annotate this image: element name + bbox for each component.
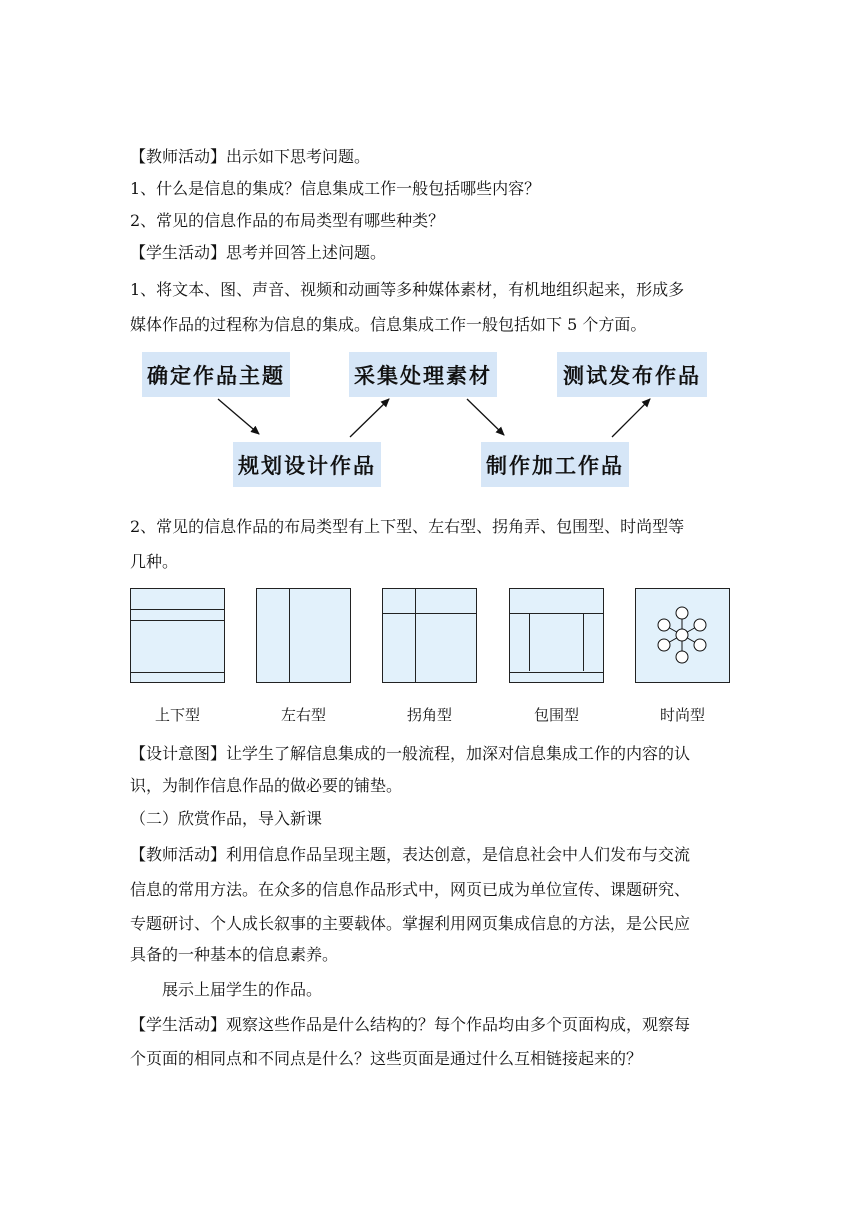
paragraph-line: 个页面的相同点和不同点是什么？这些页面是通过什么互相链接起来的？	[130, 1049, 643, 1068]
flow-step-4: 制作加工作品	[481, 442, 629, 487]
layout-surround-diagram	[509, 588, 604, 683]
paragraph-line: 2、常见的信息作品的布局类型有上下型、左右型、拐角弄、包围型、时尚型等	[130, 517, 685, 536]
paragraph-line: 【学生活动】观察这些作品是什么结构的？每个作品均由多个页面构成，观察每	[130, 1015, 691, 1034]
flow-arrow	[218, 399, 259, 434]
layout-fashion-diagram	[635, 588, 730, 683]
flow-arrow	[612, 399, 650, 437]
flow-arrows	[0, 0, 860, 520]
layout-caption: 时尚型	[659, 706, 705, 724]
layout-caption: 左右型	[280, 706, 326, 724]
flow-arrow	[350, 399, 389, 437]
paragraph-line: 几种。	[130, 552, 179, 571]
layout-caption: 拐角型	[406, 706, 452, 724]
paragraph-line: 1、什么是信息的集成？信息集成工作一般包括哪些内容？	[130, 179, 541, 198]
paragraph-line: 【学生活动】思考并回答上述问题。	[130, 243, 387, 262]
paragraph-line: 专题研讨、个人成长叙事的主要载体。掌握利用网页集成信息的方法，是公民应	[130, 914, 691, 933]
paragraph-line: 【设计意图】让学生了解信息集成的一般流程，加深对信息集成工作的内容的认	[130, 744, 691, 763]
section-heading: （二）欣赏作品，导入新课	[130, 809, 323, 828]
paragraph-line: 信息的常用方法。在众多的信息作品形式中，网页已成为单位宣传、课题研究、	[130, 880, 691, 899]
flow-arrow	[467, 399, 504, 435]
paragraph-line: 媒体作品的过程称为信息的集成。信息集成工作一般包括如下 5 个方面。	[130, 315, 647, 334]
layout-caption: 上下型	[154, 706, 200, 724]
paragraph-line: 【教师活动】出示如下思考问题。	[130, 147, 371, 166]
paragraph-line: 识，为制作信息作品的做必要的铺垫。	[130, 776, 403, 795]
flow-step-5: 测试发布作品	[557, 352, 707, 397]
layout-left-right-diagram	[256, 588, 351, 683]
layout-top-bottom-diagram	[130, 588, 225, 683]
paragraph-line: 具备的一种基本的信息素养。	[130, 945, 339, 964]
paragraph-line: 1、将文本、图、声音、视频和动画等多种媒体素材，有机地组织起来，形成多	[130, 280, 685, 299]
paragraph-line: 【教师活动】利用信息作品呈现主题，表达创意，是信息社会中人们发布与交流	[130, 845, 691, 864]
flow-step-1: 确定作品主题	[142, 352, 290, 397]
paragraph-line: 2、常见的信息作品的布局类型有哪些种类？	[130, 211, 445, 230]
flow-step-2: 规划设计作品	[233, 442, 381, 487]
layout-corner-diagram	[382, 588, 477, 683]
layout-caption: 包围型	[533, 706, 579, 724]
fashion-flower-icon	[636, 589, 729, 682]
paragraph-line: 展示上届学生的作品。	[162, 980, 323, 999]
flow-step-3: 采集处理素材	[349, 352, 497, 397]
